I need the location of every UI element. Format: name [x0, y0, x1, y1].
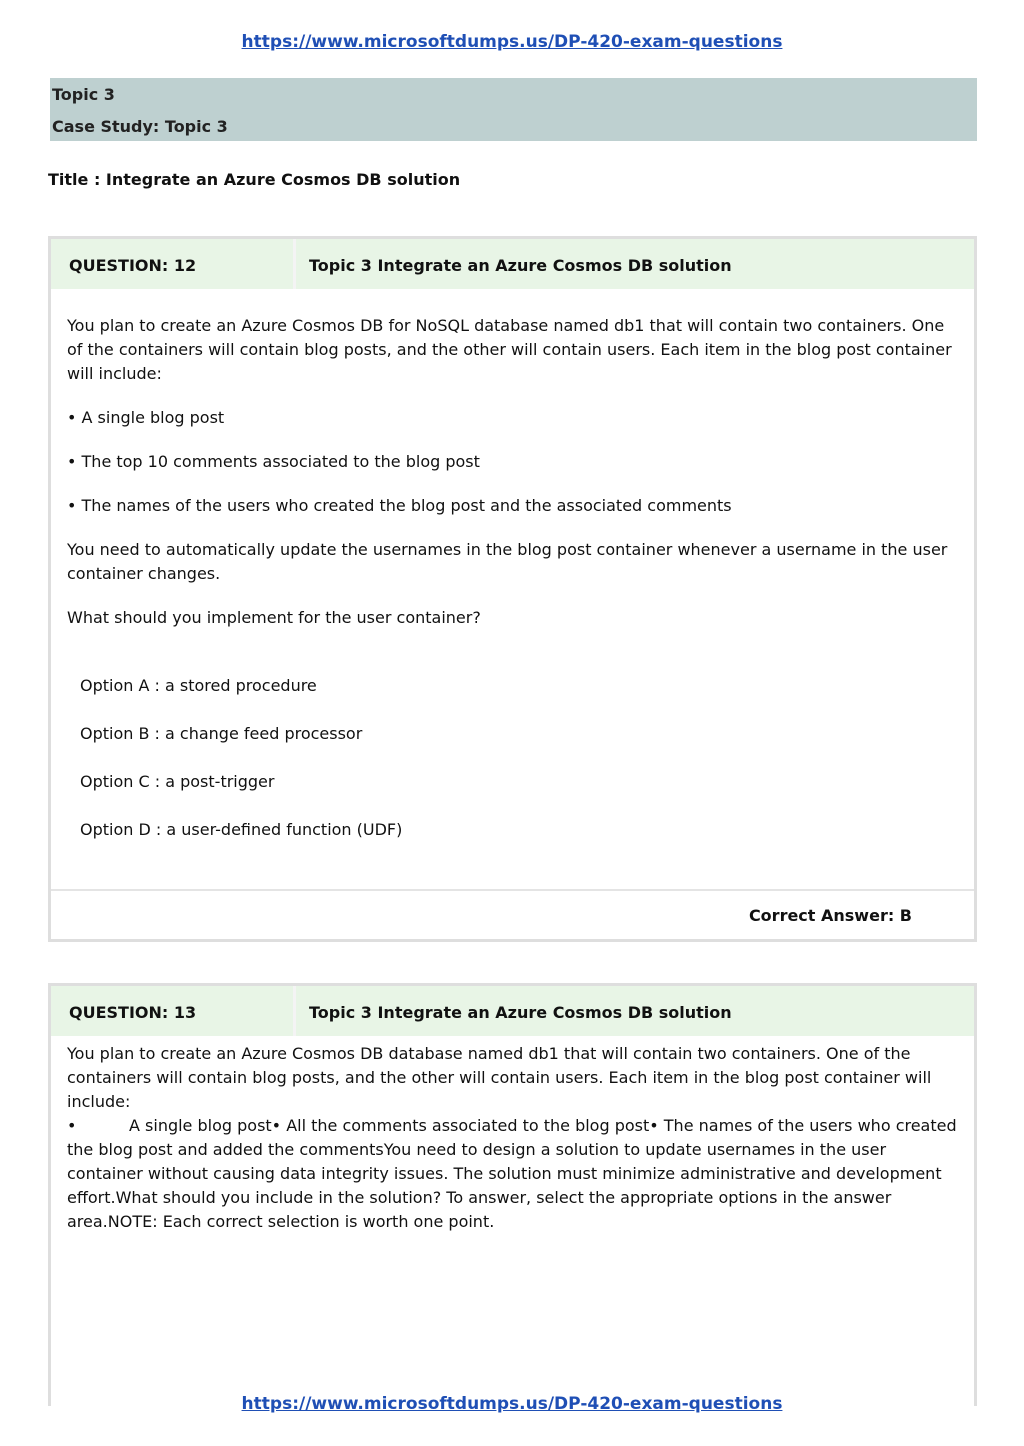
option-d: Option D : a user-defined function (UDF)	[80, 820, 403, 839]
question-number-cell	[51, 239, 296, 289]
question-paragraph: You need to automatically update the usernames in the blog post container whenever a username in the user container changes.	[67, 540, 948, 583]
question-paragraph: You plan to create an Azure Cosmos DB for NoSQL database named db1 that will contain two containers. One of the containers will contain blog posts, and the other will contain users. Each item in the blog post container will include:	[67, 316, 952, 383]
answer-row	[51, 889, 974, 941]
question-prompt: What should you implement for the user container?	[67, 608, 481, 627]
question-card-12	[48, 236, 977, 942]
question-topic: Topic 3 Integrate an Azure Cosmos DB solution	[309, 1003, 732, 1022]
question-paragraph: You plan to create an Azure Cosmos DB database named db1 that will contain two containers. One of the containers will contain blog posts, and the other will contain users. Each item in the blog post container will include:	[67, 1044, 932, 1111]
question-paragraph	[67, 1114, 957, 1234]
bullet-marker: •	[67, 1116, 77, 1135]
footer-exam-link[interactable]: https://www.microsoftdumps.us/DP-420-exam-questions	[241, 1394, 783, 1414]
correct-answer: Correct Answer: B	[748, 906, 912, 925]
question-paragraph-text: A single blog post• All the comments associated to the blog post• The names of the users who created the blog post and added the commentsYou need to design a solution to update usernames in the user container without causing data integrity issues. The solution must minimize administrative and development effort.What should you include in the solution? To answer, select the appropriate options in the answer area.NOTE: Each correct selection is worth one point.	[67, 1116, 957, 1231]
case-study-heading: Case Study: Topic 3	[52, 117, 228, 136]
question-number: QUESTION: 13	[69, 1003, 197, 1022]
option-a: Option A : a stored procedure	[80, 676, 317, 695]
question-header	[51, 986, 974, 1036]
topic-heading: Topic 3	[52, 85, 115, 104]
bullet-item: • The names of the users who created the blog post and the associated comments	[67, 496, 732, 515]
header-exam-link[interactable]: https://www.microsoftdumps.us/DP-420-exam-questions	[241, 32, 783, 52]
question-number-cell	[51, 986, 296, 1036]
topic-banner	[50, 78, 977, 141]
question-header	[51, 239, 974, 289]
question-topic: Topic 3 Integrate an Azure Cosmos DB solution	[309, 256, 732, 275]
question-card-13	[48, 983, 977, 1406]
page-title: Title : Integrate an Azure Cosmos DB solution	[48, 170, 461, 189]
bullet-item: • The top 10 comments associated to the blog post	[67, 452, 480, 471]
bullet-item: • A single blog post	[67, 408, 225, 427]
option-b: Option B : a change feed processor	[80, 724, 363, 743]
option-c: Option C : a post-trigger	[80, 772, 275, 791]
question-number: QUESTION: 12	[69, 256, 197, 275]
